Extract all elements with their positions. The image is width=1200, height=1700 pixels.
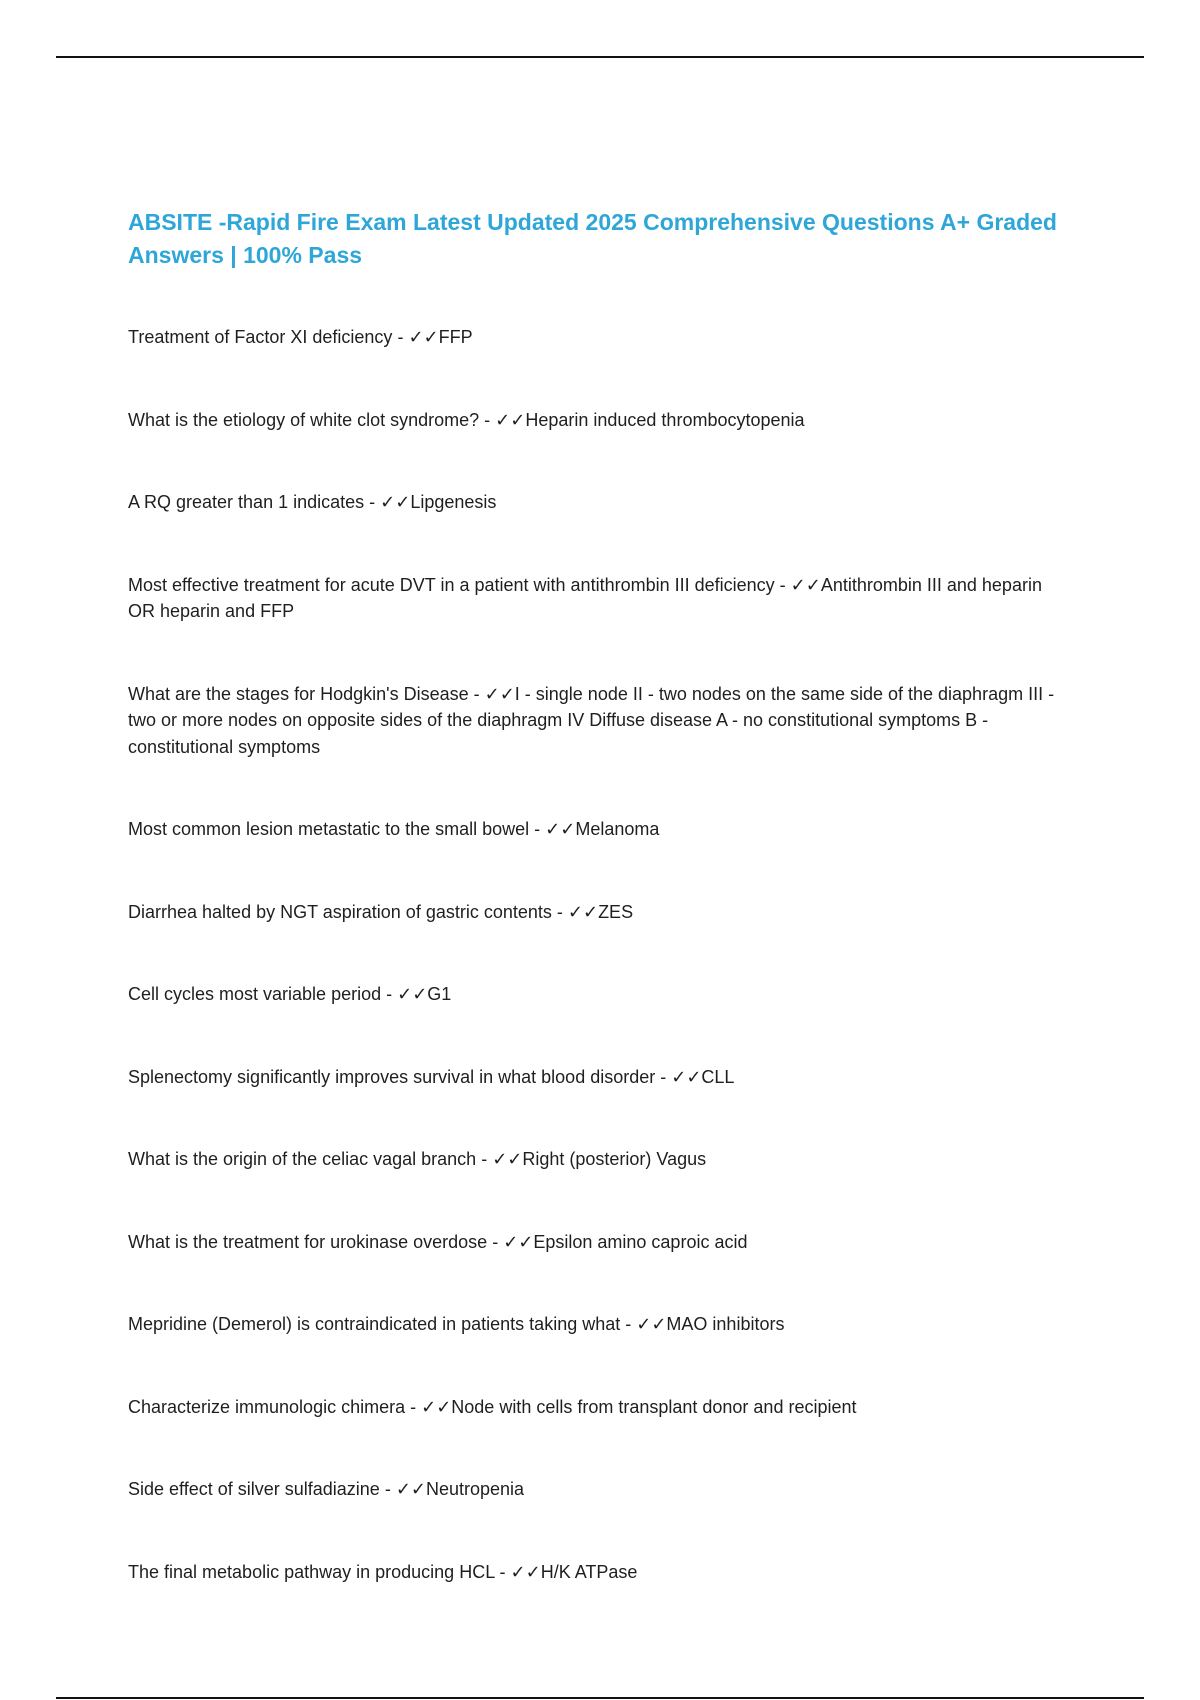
checkmark-icon: ✓✓ — [636, 1314, 667, 1334]
separator: - — [479, 409, 496, 430]
qa-item — [128, 1311, 1068, 1338]
qa-item — [128, 1559, 1068, 1586]
checkmark-icon: ✓✓ — [545, 819, 576, 839]
header-rule — [56, 56, 1144, 58]
question-text: What is the etiology of white clot syndrome? — [128, 409, 480, 430]
footer-rule — [56, 1697, 1144, 1699]
checkmark-icon: ✓✓ — [395, 1479, 426, 1499]
checkmark-icon: ✓✓ — [380, 492, 411, 512]
separator: - — [487, 1231, 504, 1252]
answer-text: Epsilon amino caproic acid — [533, 1231, 748, 1252]
document-body — [128, 206, 1068, 1641]
checkmark-icon: ✓✓ — [510, 1561, 541, 1582]
qa-item — [128, 816, 1068, 843]
question-text: Diarrhea halted by NGT aspiration of gastric contents — [128, 901, 552, 922]
question-text: Most effective treatment for acute DVT in a patient with antithrombin III deficiency — [128, 574, 775, 595]
question-text: Splenectomy significantly improves survival in what blood disorder — [128, 1066, 656, 1087]
qa-item — [128, 1394, 1068, 1421]
qa-item — [128, 1229, 1068, 1256]
qa-item — [128, 489, 1068, 516]
separator: - — [655, 1066, 672, 1087]
question-text: Characterize immunologic chimera — [128, 1396, 406, 1417]
question-text: What is the treatment for urokinase overdose — [128, 1231, 488, 1252]
checkmark-icon: ✓✓ — [421, 1396, 452, 1417]
separator: - — [379, 1479, 396, 1499]
separator: - — [381, 984, 398, 1004]
answer-text: Heparin induced thrombocytopenia — [525, 409, 805, 430]
checkmark-icon: ✓✓ — [408, 327, 439, 347]
answer-text: Antithrombin III and heparin OR heparin and FFP — [128, 574, 1042, 621]
question-text: What are the stages for Hodgkin's Disease — [128, 683, 469, 704]
answer-text: Melanoma — [575, 819, 660, 839]
question-answer-list — [128, 324, 1068, 1585]
separator: - — [620, 1314, 637, 1334]
separator: - — [364, 492, 381, 512]
separator: - — [392, 327, 409, 347]
qa-item — [128, 681, 1068, 761]
answer-text: MAO inhibitors — [666, 1314, 785, 1334]
question-text: A RQ greater than 1 indicates — [128, 492, 365, 512]
answer-text: FFP — [438, 327, 473, 347]
separator: - — [405, 1396, 422, 1417]
answer-text: Right (posterior) Vagus — [522, 1149, 707, 1169]
checkmark-icon: ✓✓ — [492, 1149, 523, 1169]
qa-item — [128, 899, 1068, 926]
qa-item — [128, 981, 1068, 1008]
answer-text: ZES — [598, 901, 634, 922]
separator: - — [551, 901, 568, 922]
checkmark-icon: ✓✓ — [495, 409, 526, 430]
checkmark-icon: ✓✓ — [671, 1066, 702, 1087]
checkmark-icon: ✓✓ — [484, 683, 515, 704]
document-title: ABSITE -Rapid Fire Exam Latest Updated 2025 Comprehensive Questions A+ Graded Answers | 100% Pass — [128, 209, 1057, 268]
qa-item — [128, 572, 1068, 625]
question-text: Side effect of silver sulfadiazine — [128, 1479, 380, 1499]
separator: - — [468, 683, 485, 704]
qa-item — [128, 1476, 1068, 1503]
question-text: Mepridine (Demerol) is contraindicated in patients taking what — [128, 1314, 621, 1334]
question-text: Most common lesion metastatic to the small bowel — [128, 819, 530, 839]
answer-text: G1 — [427, 984, 452, 1004]
question-text: What is the origin of the celiac vagal branch — [128, 1149, 477, 1169]
checkmark-icon: ✓✓ — [790, 574, 821, 595]
answer-text: H/K ATPase — [540, 1561, 638, 1582]
qa-item — [128, 1146, 1068, 1173]
checkmark-icon: ✓✓ — [397, 984, 428, 1004]
answer-text: I - single node II - two nodes on the same side of the diaphragm III - two or more nodes on opposite sides of the diaphragm IV Diffuse disease A - no constitutional symptoms B - constitutional symptoms — [128, 683, 1055, 757]
separator: - — [476, 1149, 493, 1169]
question-text: Treatment of Factor XI deficiency — [128, 327, 393, 347]
qa-item — [128, 1064, 1068, 1091]
separator: - — [494, 1561, 511, 1582]
qa-item — [128, 407, 1068, 434]
qa-item — [128, 324, 1068, 351]
checkmark-icon: ✓✓ — [503, 1231, 534, 1252]
question-text: Cell cycles most variable period — [128, 984, 382, 1004]
answer-text: Neutropenia — [425, 1479, 525, 1499]
question-text: The final metabolic pathway in producing HCL — [128, 1561, 495, 1582]
answer-text: Node with cells from transplant donor and recipient — [451, 1396, 857, 1417]
answer-text: CLL — [701, 1066, 735, 1087]
separator: - — [774, 574, 791, 595]
checkmark-icon: ✓✓ — [567, 901, 599, 922]
separator: - — [529, 819, 546, 839]
answer-text: Lipgenesis — [410, 492, 497, 512]
